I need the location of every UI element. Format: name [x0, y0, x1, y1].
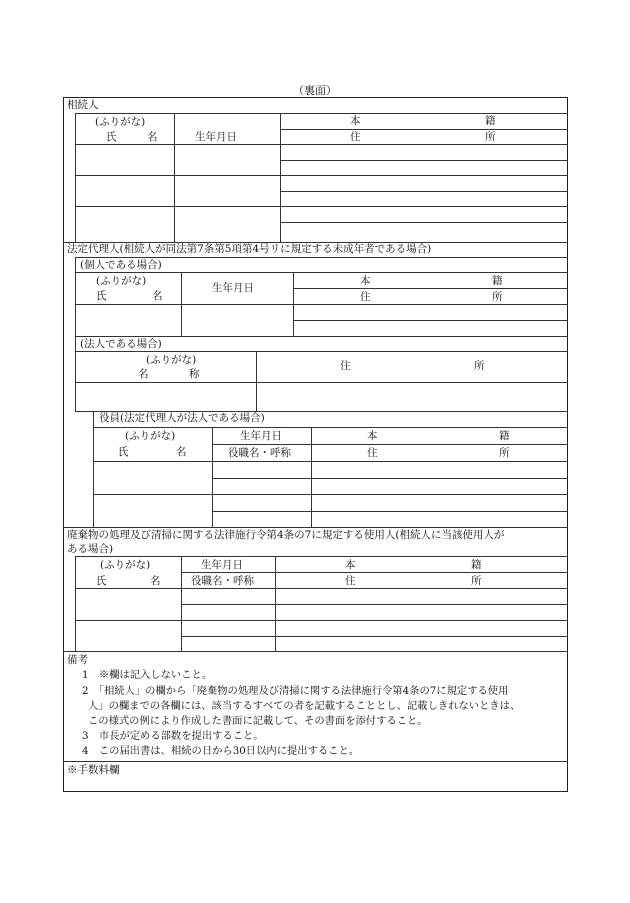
agent-officers-birthdate-label: 生年月日	[240, 430, 282, 442]
divider	[212, 427, 213, 527]
divider	[181, 604, 568, 605]
heir-name-label: 氏	[106, 131, 117, 143]
agent-officers-address-label: 住	[367, 447, 378, 459]
employee-address-label: 住	[345, 575, 356, 587]
divider	[63, 761, 568, 762]
employee-section-title: 廃棄物の処理及び清掃に関する法律施行令第4条の7に規定する使用人(相続人に当該使用人が	[67, 529, 505, 541]
agent-officers-domicile-label: 籍	[499, 430, 510, 442]
divider	[75, 620, 568, 621]
divider	[75, 382, 568, 383]
agent-officers-name-label: 氏	[118, 446, 129, 458]
heir-address-label: 住	[350, 131, 361, 143]
divider	[181, 572, 568, 573]
divider	[280, 191, 568, 192]
agent-corporation-furigana-label: (ふりがな)	[146, 354, 197, 366]
employee-section-title: ある場合)	[67, 543, 114, 555]
remarks-title: 備考	[67, 654, 88, 666]
agent-individual-name-label: 氏	[96, 290, 107, 302]
divider	[75, 556, 76, 651]
divider	[181, 636, 568, 637]
employee-position-label: 役職名・呼称	[191, 575, 254, 587]
page-caption: （裏面）	[293, 84, 337, 97]
divider	[63, 651, 568, 652]
divider	[280, 160, 568, 161]
agent-individual-address-label: 住	[360, 291, 371, 303]
divider	[293, 288, 568, 289]
heir-domicile-label: 本	[350, 115, 361, 127]
agent-officers-address-label: 所	[499, 447, 510, 459]
divider	[75, 588, 568, 589]
agent-individual-furigana-label: (ふりがな)	[96, 275, 147, 287]
remarks-item: 1 ※欄は記入しないこと。	[82, 669, 213, 681]
agent-corporation-title: (法人である場合)	[80, 338, 162, 350]
remarks-item: 4 この届出書は、相続の日から30日以内に提出すること。	[82, 745, 360, 757]
remarks-item: この様式の例により作成した書面に記載して、その書面を添付すること。	[88, 715, 428, 727]
agent-individual-domicile-label: 籍	[492, 275, 503, 287]
remarks-item: 人」の欄までの各欄には、該当するすべての者を記載することとし、記載しきれないときは、	[88, 700, 521, 712]
agent-corporation-address-label: 住	[340, 360, 351, 372]
employee-domicile-label: 籍	[471, 559, 482, 571]
employee-name-label: 名	[150, 575, 161, 587]
agent-officers-name-label: 名	[176, 446, 187, 458]
heir-name-label: 名	[147, 131, 158, 143]
agent-section-title: 法定代理人(相続人が同法第7条第5項第4号リに規定する未成年者である場合)	[67, 243, 432, 255]
agent-individual-name-label: 名	[152, 290, 163, 302]
divider	[212, 444, 568, 445]
agent-individual-birthdate-label: 生年月日	[212, 282, 254, 294]
divider	[93, 427, 568, 428]
agent-officers-position-label: 役職名・呼称	[228, 447, 291, 459]
divider	[280, 222, 568, 223]
agent-corporation-name-label: 称	[189, 368, 200, 380]
employee-birthdate-label: 生年月日	[201, 559, 243, 571]
divider	[93, 461, 568, 462]
divider	[75, 257, 76, 411]
divider	[75, 206, 568, 207]
remarks-item: 2 「相続人」の欄から「廃棄物の処理及び清掃に関する法律施行令第4条の7に規定する使用	[82, 685, 509, 697]
divider	[75, 113, 568, 114]
divider	[75, 113, 76, 242]
divider	[280, 129, 568, 130]
divider	[75, 272, 568, 273]
agent-corporation-name-label: 名	[138, 368, 149, 380]
divider	[75, 144, 568, 145]
heir-section-title: 相続人	[67, 99, 99, 111]
employee-furigana-label: (ふりがな)	[100, 559, 151, 571]
employee-address-label: 所	[471, 575, 482, 587]
heir-birthdate-label: 生年月日	[195, 131, 237, 143]
agent-officers-domicile-label: 本	[367, 430, 378, 442]
agent-officers-furigana-label: (ふりがな)	[125, 430, 176, 442]
heir-address-label: 所	[485, 131, 496, 143]
heir-domicile-label: 籍	[485, 115, 496, 127]
agent-individual-title: (個人である場合)	[80, 259, 162, 271]
agent-individual-address-label: 所	[492, 291, 503, 303]
employee-domicile-label: 本	[345, 559, 356, 571]
divider	[256, 351, 257, 411]
divider	[212, 511, 568, 512]
divider	[75, 351, 568, 352]
divider	[174, 113, 175, 242]
divider	[75, 304, 568, 305]
divider	[93, 494, 568, 495]
divider	[212, 478, 568, 479]
divider	[93, 411, 94, 527]
divider	[293, 320, 568, 321]
divider	[75, 257, 568, 258]
agent-corporation-address-label: 所	[474, 360, 485, 372]
agent-individual-domicile-label: 本	[360, 275, 371, 287]
agent-officers-title: 役員(法定代理人が法人である場合)	[99, 412, 265, 424]
divider	[75, 556, 568, 557]
divider	[311, 427, 312, 527]
remarks-item: 3 市長が定める部数を提出すること。	[82, 730, 264, 742]
divider	[63, 527, 568, 528]
divider	[75, 336, 568, 337]
employee-name-label: 氏	[96, 575, 107, 587]
fee-section-title: ※手数料欄	[67, 764, 120, 776]
divider	[75, 175, 568, 176]
heir-furigana-label: (ふりがな)	[95, 116, 146, 128]
